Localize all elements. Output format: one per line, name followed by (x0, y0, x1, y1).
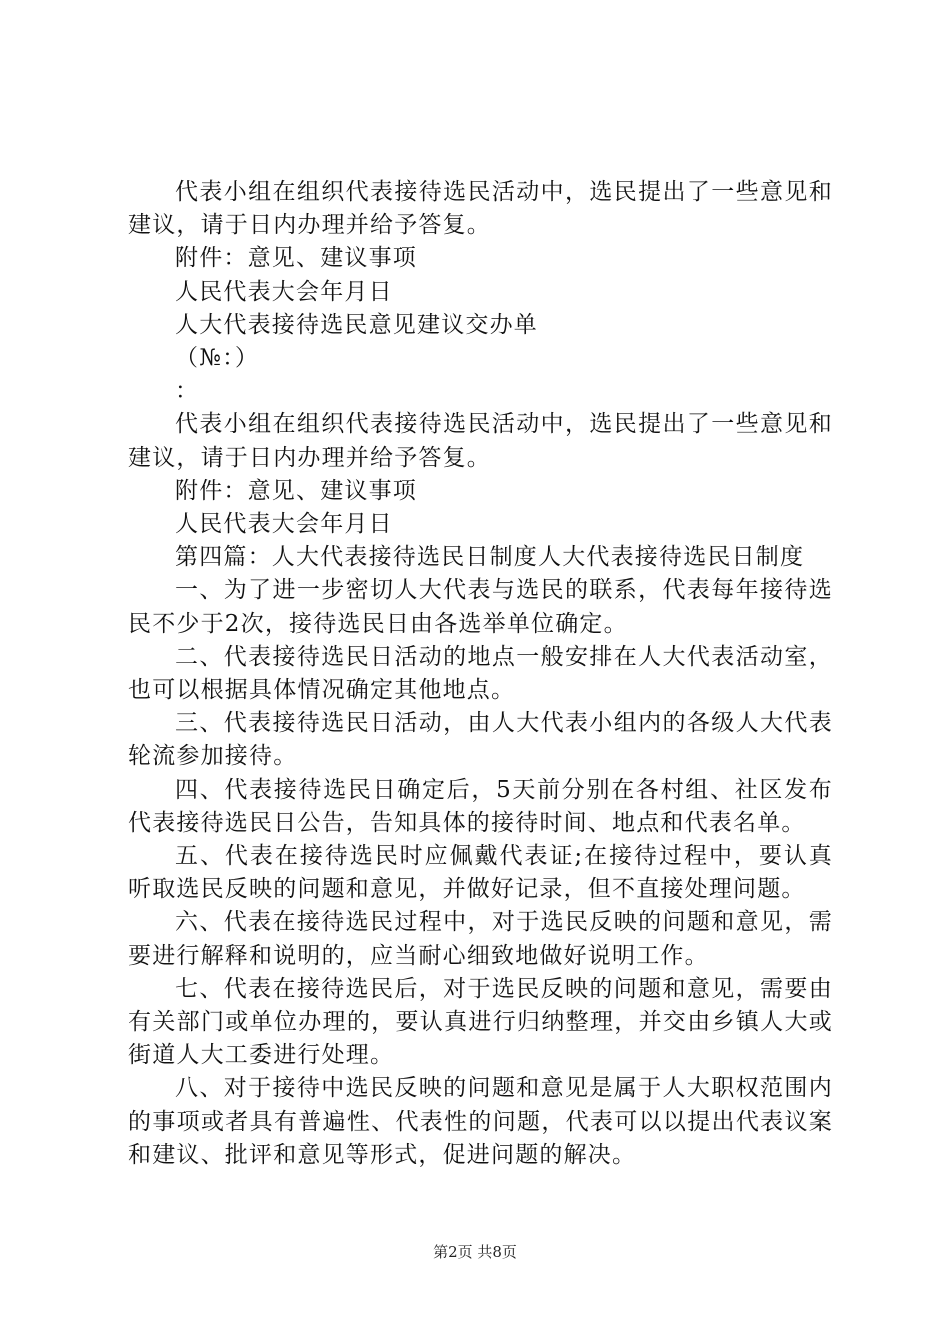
document-body (128, 176, 833, 1172)
paragraph: 八、对于接待中选民反映的问题和意见是属于人大职权范围内的事项或者具有普遍性、代表性的问题，代表可以以提出代表议案和建议、批评和意见等形式，促进问题的解决。 (128, 1075, 833, 1168)
paragraph: 六、代表在接待选民过程中，对于选民反映的问题和意见，需要进行解释和说明的，应当耐心细致地做好说明工作。 (128, 909, 833, 969)
paragraph: 人民代表大会年月日 (175, 278, 393, 305)
paragraph: 代表小组在组织代表接待选民活动中，选民提出了一些意见和建议，请于日内办理并给予答复。 (128, 179, 833, 239)
paragraph: 七、代表在接待选民后，对于选民反映的问题和意见，需要由有关部门或单位办理的，要认真进行归纳整理，并交由乡镇人大或街道人大工委进行处理。 (128, 975, 833, 1069)
paragraph: 代表小组在组织代表接待选民活动中，选民提出了一些意见和建议，请于日内办理并给予答复。 (128, 411, 833, 471)
paragraph: 人民代表大会年月日 (175, 511, 393, 538)
paragraph: 四、代表接待选民日确定后，5天前分别在各村组、社区发布代表接待选民日公告，告知具体的接待时间、地点和代表名单。 (128, 776, 833, 836)
paragraph: 五、代表在接待选民时应佩戴代表证;在接待过程中，要认真听取选民反映的问题和意见，并做好记录，但不直接处理问题。 (128, 843, 833, 903)
paragraph: 三、代表接待选民日活动，由人大代表小组内的各级人大代表轮流参加接待。 (128, 710, 833, 770)
page-number-footer: 第2页 共8页 (433, 1243, 517, 1261)
paragraph: 一、为了进一步密切人大代表与选民的联系，代表每年接待选民不少于2次，接待选民日由各选举单位确定。 (128, 577, 833, 637)
paragraph: ： (175, 378, 200, 405)
paragraph: 附件：意见、建议事项 (175, 477, 417, 504)
paragraph: 二、代表接待选民日活动的地点一般安排在人大代表活动室，也可以根据具体情况确定其他地点。 (128, 643, 833, 704)
paragraph: 附件：意见、建议事项 (175, 245, 417, 272)
paragraph-heading: 人大代表接待选民意见建议交办单 (175, 311, 538, 338)
section-title: 第四篇：人大代表接待选民日制度人大代表接待选民日制度 (175, 544, 805, 571)
paragraph: （№：） (175, 345, 260, 372)
